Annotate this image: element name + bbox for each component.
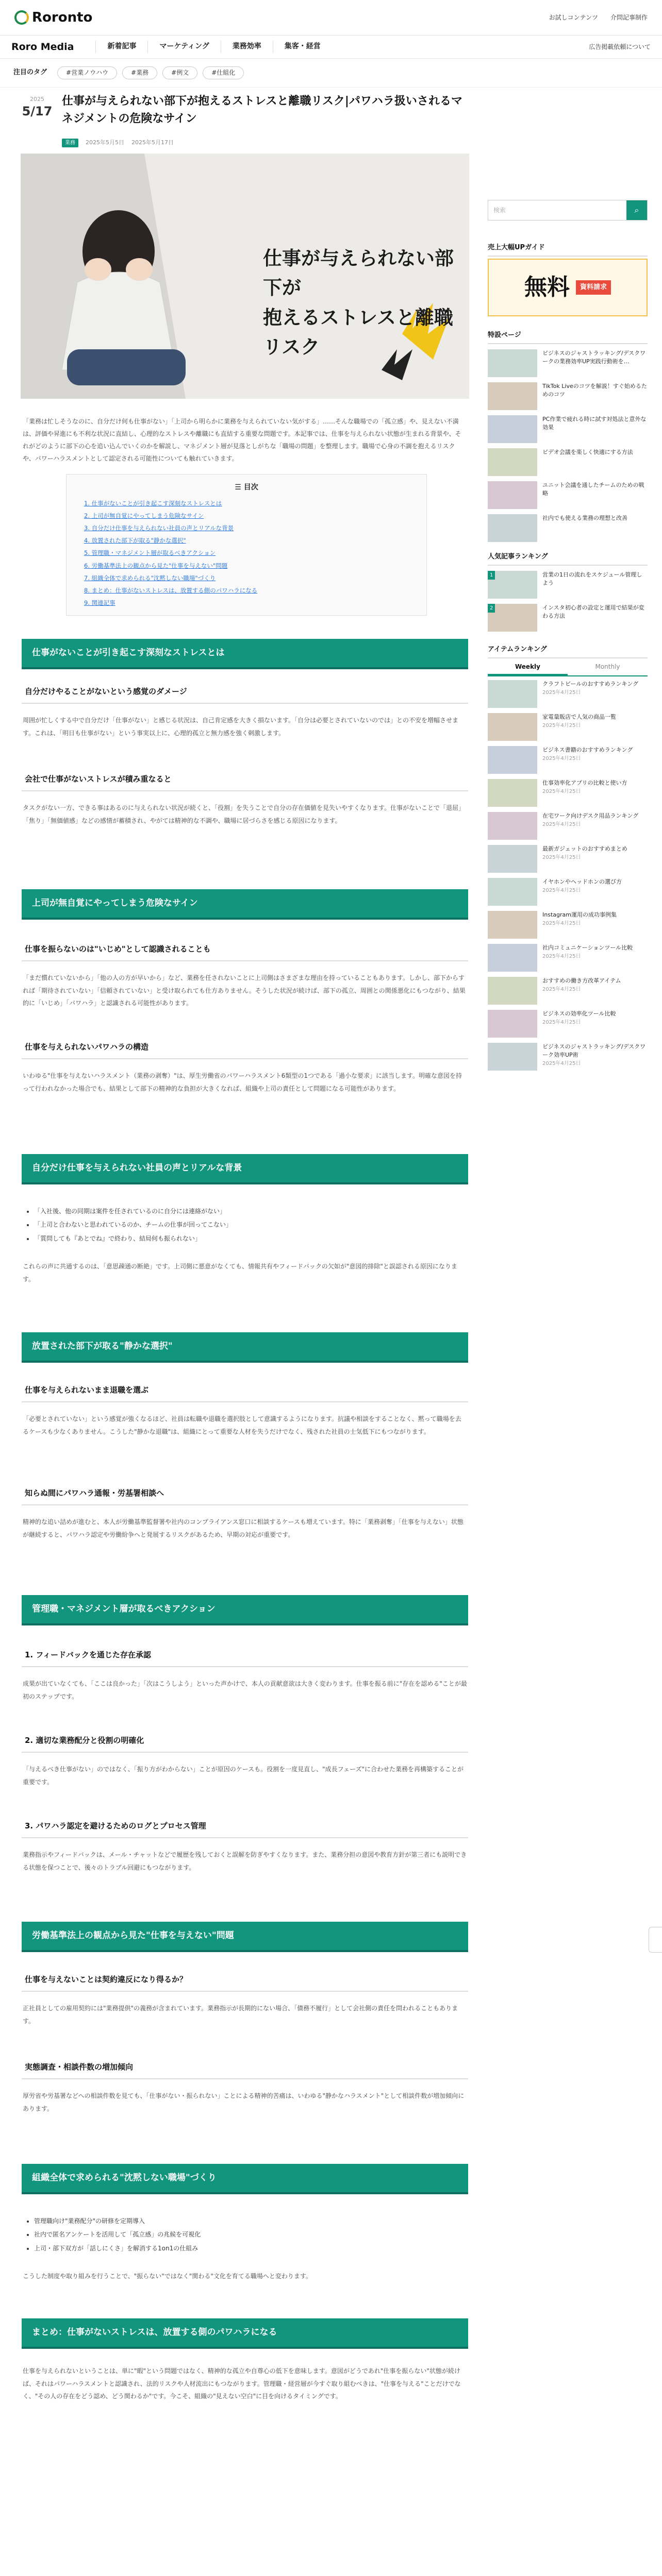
tag-examples[interactable]: #例文 [162,66,197,79]
list-item[interactable]: Instagram運用の成功事例集 2025年4月25日 [488,911,648,941]
paragraph: 周囲が忙しくする中で自分だけ「仕事がない」と感じる状況は、自己肯定感を大きく損ないます。「自分は必要とされていないのでは」との不安を増幅させます。これは、「明日も仕事がない」という事実以上に、心理的孤立と無力感を強く刺激します。 [23,717,459,737]
nav-efficiency[interactable]: 業務効率 [221,41,273,53]
measures-list [34,2214,457,2255]
feature-list [488,349,648,547]
list-item: • 「入社後、他の同期は案件を任されているのに自分には連絡がない」 [34,1205,457,1218]
list-item[interactable]: イヤホンやヘッドホンの選び方 2025年4月25日 [488,878,648,908]
thumbnail [488,481,537,509]
toc-item[interactable]: 1. 仕事がないことが引き起こす深刻なストレスとは [84,499,222,507]
paragraph: 「まだ慣れていないから」「他の人の方が早いから」など、業務を任されないことに上司側はさまざまな理由を持っていることもあります。しかし、部下からすれば「期待されていない」「信頼されていない」と受け取られても仕方ありません。そうした状況が続けば、部下の孤立、周囲との関係悪化にもつながり、結果的に「いじめ」「パワハラ」と認識される可能性があります。 [23,974,466,1007]
list-item[interactable]: ビデオ会議を楽しく快適にする方法 [488,448,648,478]
banner-request-text: 資料請求 [576,280,611,295]
list-item: • 社内で匿名アンケートを活用して「孤立感」の兆候を可視化 [34,2228,457,2241]
list-item: • 上司・部下双方が「話しにくさ」を解消する1on1の仕組み [34,2242,457,2255]
section-heading: 自分だけ仕事を与えられない社員の声とリアルな背景 [22,1154,468,1184]
thumbnail: 2 [488,604,537,632]
item-list [488,680,648,1076]
list-item[interactable]: ビジネス書籍のおすすめランキング 2025年4月25日 [488,746,648,776]
paragraph: これらの声に共通するのは、「意思疎通の断絶」です。上司側に悪意がなくても、情報共有やフィードバックの欠如が"意図的排除"と誤認される原因になります。 [23,1263,457,1283]
thumbnail [488,944,537,972]
nav-marketing[interactable]: マーケティング [147,41,220,53]
thumbnail [488,812,537,840]
list-item[interactable]: 家電量販店で人気の商品一覧 2025年4月25日 [488,713,648,743]
items-heading: アイテムランキング [488,644,648,658]
toc-list [84,497,409,609]
list-item[interactable]: 社内コミュニケーションツール比較 2025年4月25日 [488,944,648,974]
article-title: 仕事が与えられない部下が抱えるストレスと離職リスク|パワハラ扱いされるマネジメントの危険なサイン [62,95,462,126]
site-logo[interactable] [14,6,92,29]
thumbnail [488,415,537,443]
list-item[interactable]: 1 営業の1日の流れをスケジュール管理しよう [488,571,648,601]
paragraph: 仕事を与えられないということは、単に"暇"という問題ではなく、精神的な孤立や自尊心の低下を意味します。意図がどうであれ"仕事を振らない"状態が続けば、それはパワーハラスメントと認識され、法的リスクや人材流出にもつながります。管理職・経営層が今すぐ取り組むべきは、"仕事を与える"ことだけでなく、"その人の存在をどう認め、どう関わるか"です。今こそ、組織の"見えない空白"に目を向けるタイミングです。 [23,2367,461,2400]
paragraph: タスクがない一方、できる事はあるのに与えられない状況が続くと、「役割」を失うことで自分の存在価値を見失いやすくなります。仕事がないことで「退屈」「焦り」「無価値感」などの感情が蓄積され、やがては精神的な不調や、職場に居づらさを感じる原因になります。 [23,804,465,824]
thumbnail [488,878,537,906]
paragraph: 厚労省や労基署などへの相談件数を見ても、「仕事がない・振られない」ことによる精神的苦痛は、いわゆる"静かなハラスメント"として相談件数が増加傾向にあります。 [23,2092,465,2112]
voices-list [34,1205,457,1245]
list-item[interactable]: ビジネスのジャストラッキング/デスクワークの業務効率UP実践行動術を… [488,349,648,379]
list-item[interactable]: 2 インスタ初心者の設定と運用で結果が変わる方法 [488,604,648,634]
paragraph: こうした制度や取り組みを行うことで、"振らない"ではなく"関わる"文化を育てる職場へと変わります。 [23,2273,312,2280]
list-item: • 「上司と合わないと思われているのか、チームの仕事が回ってこない」 [34,1218,457,1231]
tag-bar [0,59,662,88]
article-production-link[interactable]: 介問記事制作 [610,13,648,21]
tag-systemize[interactable]: #仕組化 [203,66,244,79]
article-meta [62,138,174,148]
nav-business[interactable]: 集客・経営 [273,41,332,53]
top-bar [0,0,662,35]
list-item[interactable]: ビジネスのジャストラッキング/デスクワーク効率UP術 2025年4月25日 [488,1043,648,1073]
paragraph: 業務指示やフィードバックは、メール・チャットなどで履歴を残しておくと誤解を防ぎやすくなります。また、業務分担の意図や教育方針が第三者にも説明できる状態を保つことで、後々のトラブル回避にもつながります。 [23,1851,467,1871]
subsection-heading: 仕事を与えられないパワハラの構造 [22,1041,468,1059]
thumbnail [488,779,537,807]
main-nav [0,35,662,59]
item-ranking-tabs [488,659,648,676]
section-heading: 管理職・マネジメント層が取るべきアクション [22,1595,468,1625]
search-icon[interactable]: ⌕ [626,200,647,220]
section-heading: 仕事がないことが引き起こす深刻なストレスとは [22,639,468,669]
subsection-heading: 1. フィードバックを通じた存在承認 [22,1649,468,1667]
list-icon: ☰ [235,483,244,492]
toc-item[interactable]: 8. まとめ：仕事がないストレスは、放置する側のパワハラになる [84,586,258,594]
toc-title: ☰ 目次 [235,483,258,492]
subsection-heading: 知らぬ間にパワハラ通報・労基署相談へ [22,1487,468,1505]
tag-bar-label: 注目のタグ [13,69,47,77]
paragraph: 正社員としての雇用契約には"業務提供"の義務が含まれています。業務指示が長期的にない場合、「債務不履行」として会社側の責任を問われることもあります。 [23,2005,458,2025]
published-date: 2025年5月5日 [86,139,124,146]
tag-sales[interactable]: #営業ノウハウ [57,66,117,79]
hero-image [21,154,469,399]
list-item[interactable]: TikTok Liveのコツを解説！すぐ始めるためのコツ [488,382,648,412]
paragraph: いわゆる"仕事を与えないハラスメント（業務の剥奪）"は、厚生労働省のパワーハラスメント6類型の1つである「過小な要求」に該当します。明確な意図を持って行われなかった場合でも、結果として部下の精神的な負担が大きくなれば、組織や上司の責任として問題になる可能性があります。 [23,1072,462,1092]
list-item[interactable]: おすすめの働き方改革アイテム 2025年4月25日 [488,977,648,1007]
subsection-heading: 3. パワハラ認定を避けるためのログとプロセス管理 [22,1820,468,1838]
search-input[interactable]: 検索 [493,206,506,214]
toc-item[interactable]: 6. 労働基準法上の観点から見た"仕事を与えない"問題 [84,562,228,569]
paragraph: 成果が出ていなくても、「ここは良かった」「次はこうしよう」といった声かけで、本人の貢献意欲は大きく変わります。仕事を振る前に"存在を認める"ことが最初のステップです。 [23,1680,467,1700]
thumbnail [488,514,537,542]
thumbnail [488,977,537,1005]
ranking-heading: 人気記事ランキング [488,551,648,566]
paragraph: 「与えるべき仕事がない」のではなく、「振り方がわからない」ことが原因のケースも。役割を一度見直し、"成長フェーズ"に合わせた業務を再構築することが重要です。 [23,1766,464,1786]
list-item[interactable]: 社内でも使える業務の理想と改善 [488,514,648,544]
logo-mark-icon [14,10,29,25]
list-item: • 管理職向け"業務配分"の研修を定期導入 [34,2214,457,2228]
banner-free-text: 無料 [524,274,570,300]
media-brand[interactable]: Roro Media [11,41,74,53]
thumbnail [488,713,537,741]
list-item[interactable]: 在宅ワーク向けデスク用品ランキング 2025年4月25日 [488,812,648,842]
tag-business[interactable]: #業務 [122,66,157,79]
thumbnail [488,1043,537,1071]
feature-heading: 特設ページ [488,330,648,344]
section-heading: 労働基準法上の観点から見た"仕事を与えない"問題 [22,1922,468,1952]
list-item[interactable]: 最新ガジェットのおすすめまとめ 2025年4月25日 [488,845,648,875]
toc-item[interactable]: 9. 関連記事 [84,599,115,606]
section-heading: 上司が無自覚にやってしまう危険なサイン [22,889,468,920]
intro-text: 「業務は忙しそうなのに、自分だけ何も仕事がない」「上司から明らかに業務を与えられていない気がする」……そんな職場での「孤立感」や、見えない不満は、評価や昇進にも不利な状況に直結し、心理的なストレスや離職にも直結する重要な問題です。本記事では、仕事を与えられない状態が生まれる背景や、それがどのように部下の心を追い込んでいくのかを解説し、マネジメント層が見落としがちな「職場の問題」を整理します。職場で心身の不調を抱えるリスクや、パワーハラスメントとして認定される可能性についても触れていきます。 [23,418,461,462]
date-month-day: 5/17 [22,104,53,118]
free-material-banner[interactable] [488,259,648,316]
article-main [15,88,469,2576]
list-item[interactable]: 仕事効率化アプリの比較と使い方 2025年4月25日 [488,779,648,809]
hero-title: 仕事が与えられない部下が 抱えるストレスと離職リスク [263,247,454,359]
tab-weekly[interactable]: Weekly [488,659,568,675]
list-item[interactable]: ビジネスの効率化ツール比較 2025年4月25日 [488,1010,648,1040]
paragraph: 精神的な追い詰めが進むと、本人が労働基準監督署や社内のコンプライアンス窓口に相談するケースも増えています。特に「業務剥奪」「仕事を与えない」状態が継続すると、パワハラ認定や労働紛争へと発展するリスクがあるため、早期の対応が重要です。 [23,1518,464,1538]
subsection-heading: 自分だけやることがないという感覚のダメージ [22,685,468,704]
paragraph: 「必要とされていない」という感覚が強くなるほど、社員は転職や退職を選択肢として意識するようになります。抗議や相談をすることなく、黙って職場を去るケースも少なくありません。こうした"静かな退職"は、組織にとって重要な人材を失うだけでなく、残された社員の士気低下にもつながります。 [23,1415,461,1435]
thumbnail [488,1010,537,1038]
toc-item[interactable]: 3. 自分だけ仕事を与えられない社員の声とリアルな背景 [84,524,234,532]
list-item[interactable]: ユニット会議を通したチームのための戦略 [488,481,648,511]
toc-item[interactable]: 7. 組織全体で求められる"沈黙しない職場"づくり [84,574,216,582]
subsection-heading: 会社で仕事がないストレスが積み重なると [22,773,468,791]
toc-item[interactable]: 4. 放置された部下が取る"静かな選択" [84,537,186,545]
table-of-contents [66,474,427,616]
section-heading: 組織全体で求められる"沈黙しない職場"づくり [22,2164,468,2194]
date-box [22,95,53,118]
subsection-heading: 2. 適切な業務配分と役割の明確化 [22,1734,468,1753]
ranking-list [488,571,648,637]
subsection-heading: 仕事を与えられないまま退職を選ぶ [22,1384,468,1402]
thumbnail [488,680,537,708]
list-item: • 「質問しても『あとでね』で終わり、結局何も振られない」 [34,1232,457,1245]
subsection-heading: 実態調査・相談件数の増加傾向 [22,2061,468,2079]
toc-item[interactable]: 5. 管理職・マネジメント層が取るべきアクション [84,549,216,557]
popular-guide-heading: 売上大幅UPガイド [488,242,648,257]
toc-item[interactable]: 2. 上司が無自覚にやってしまう危険なサイン [84,512,204,519]
thumbnail [488,349,537,377]
list-item[interactable]: PC作業で疲れる時に試す対処法と意外な効果 [488,415,648,445]
thumbnail [488,911,537,939]
ad-inquiry-link[interactable]: 広告掲載依頼について [589,43,651,50]
trial-content-link[interactable]: お試しコンテンツ [549,13,598,21]
nav-new-articles[interactable]: 新着記事 [95,41,147,53]
category-badge[interactable]: 業務 [62,139,78,147]
thumbnail [488,845,537,873]
subsection-heading: 仕事を振らないのは"いじめ"として認識されることも [22,943,468,961]
list-item[interactable]: クラフトビールのおすすめランキング 2025年4月25日 [488,680,648,710]
sidebar-search[interactable] [488,200,648,221]
logo-text: Roronto [32,9,93,25]
section-heading: まとめ：仕事がないストレスは、放置する側のパワハラになる [22,2318,468,2349]
date-year: 2025 [30,96,44,103]
section-heading: 放置された部下が取る"静かな選択" [22,1332,468,1363]
thumbnail: 1 [488,571,537,599]
scroll-handle[interactable] [649,1927,662,1953]
thumbnail [488,382,537,410]
thumbnail [488,746,537,774]
tab-monthly[interactable]: Monthly [595,663,620,670]
thumbnail [488,448,537,476]
top-links [549,12,648,23]
updated-date: 2025年5月17日 [131,139,174,146]
subsection-heading: 仕事を与えないことは契約違反になり得るか？ [22,1973,468,1992]
